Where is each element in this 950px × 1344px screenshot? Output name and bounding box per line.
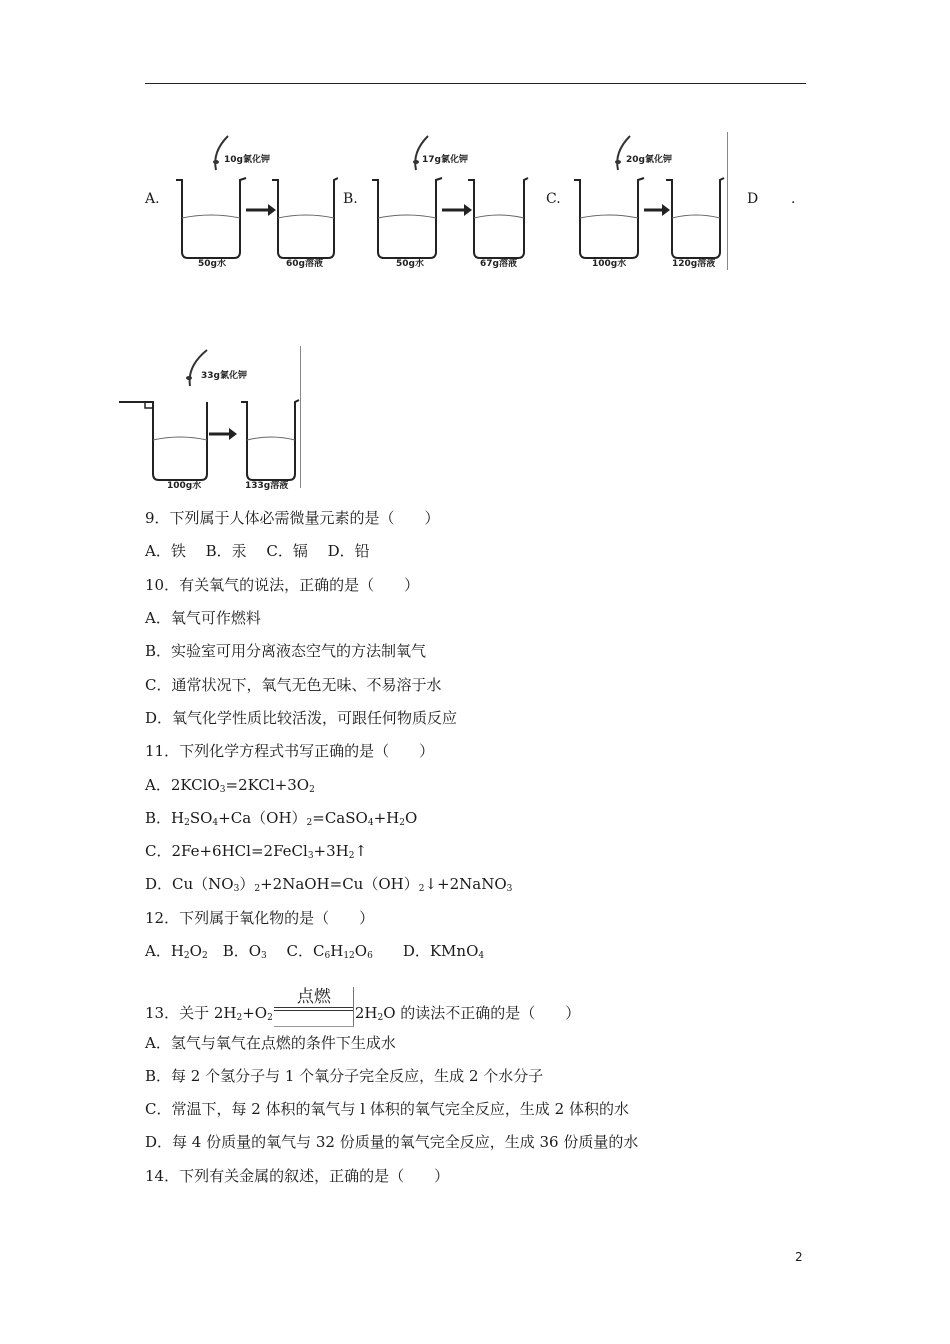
fig-d-top-label: 33g氯化钾	[201, 371, 247, 381]
beaker-figure-c	[570, 132, 728, 270]
fig-c-right-label: 120g溶液	[672, 259, 716, 269]
option-d-label: D	[747, 191, 759, 207]
option-c-label: C.	[546, 191, 561, 207]
q9-options: A．铁 B．汞 C．镉 D．铅	[145, 542, 370, 560]
q13-option-c: C．常温下，每 2 体积的氧气与 l 体积的氧气完全反应，生成 2 体积的水	[145, 1100, 629, 1118]
beaker-figure-a	[168, 132, 338, 270]
q11-option-b: B．$H_2SO_4+Ca(OH)_2=CaSO_4+H_2O$	[145, 809, 418, 828]
fig-c-top-label: 20g氯化钾	[626, 155, 672, 165]
question-14: 14．下列有关金属的叙述，正确的是（ ）	[145, 1167, 450, 1185]
question-10: 10．有关氧气的说法，正确的是（ ）	[145, 576, 420, 594]
page-number: 2	[795, 1250, 803, 1264]
beaker-figure-b	[368, 132, 533, 270]
q11-option-c: C．$2Fe+6HCl=2FeCl_3+3H_2↑$	[145, 842, 368, 861]
question-12: 12．下列属于氧化物的是（ ）	[145, 909, 375, 927]
fig-a-right-label: 60g溶液	[286, 259, 323, 269]
q11-option-d: D．$Cu(NO_3)_2+2NaOH=Cu(OH)_2↓+2NaNO_3$	[145, 875, 513, 894]
fig-d-right-label: 133g溶液	[245, 481, 289, 491]
q13-option-d: D．每 4 份质量的氧气与 32 份质量的氧气完全反应，生成 36 份质量的水	[145, 1133, 639, 1151]
fig-a-top-label: 10g氯化钾	[224, 155, 270, 165]
q10-option-b: B．实验室可用分离液态空气的方法制氧气	[145, 642, 427, 660]
question-13: 13．关于 $2H_2+O_2$ 点燃 $2H_2O$ 的读法不正确的是（ ）	[145, 987, 580, 1028]
fig-b-top-label: 17g氯化钾	[422, 155, 468, 165]
q13-option-b: B．每 2 个氢分子与 1 个氧分子完全反应，生成 2 个水分子	[145, 1067, 544, 1085]
fig-b-right-label: 67g溶液	[480, 259, 517, 269]
q11-option-a: A．$2KClO_3=2KCl+3O_2$	[145, 776, 315, 795]
question-11: 11．下列化学方程式书写正确的是（ ）	[145, 742, 435, 760]
q10-option-d: D．氧气化学性质比较活泼，可跟任何物质反应	[145, 709, 458, 727]
reaction-condition	[274, 987, 354, 1027]
fig-d-left-label: 100g水	[167, 481, 202, 491]
q13-option-a: A．氢气与氧气在点燃的条件下生成水	[145, 1034, 396, 1052]
header-rule	[145, 83, 806, 84]
q10-option-c: C．通常状况下，氧气无色无味、不易溶于水	[145, 676, 442, 694]
figure-d-border	[300, 346, 301, 488]
condition-label: 点燃	[296, 987, 331, 1007]
q10-option-a: A．氧气可作燃料	[145, 609, 261, 627]
fig-b-left-label: 50g水	[396, 259, 424, 269]
option-b-label: B.	[343, 191, 358, 207]
figure-border	[727, 132, 728, 270]
beaker-figure-d	[115, 346, 300, 491]
option-a-label: A.	[145, 191, 160, 207]
q12-options: A．$H_2O_2$ B．$O_3$ C．$C_6H_{12}O_6$ D．KMnO$_4$	[145, 942, 485, 961]
fig-c-left-label: 100g水	[592, 259, 627, 269]
fig-a-left-label: 50g水	[198, 259, 226, 269]
option-d-dot: .	[791, 191, 796, 207]
question-9: 9．下列属于人体必需微量元素的是（ ）	[145, 509, 440, 527]
